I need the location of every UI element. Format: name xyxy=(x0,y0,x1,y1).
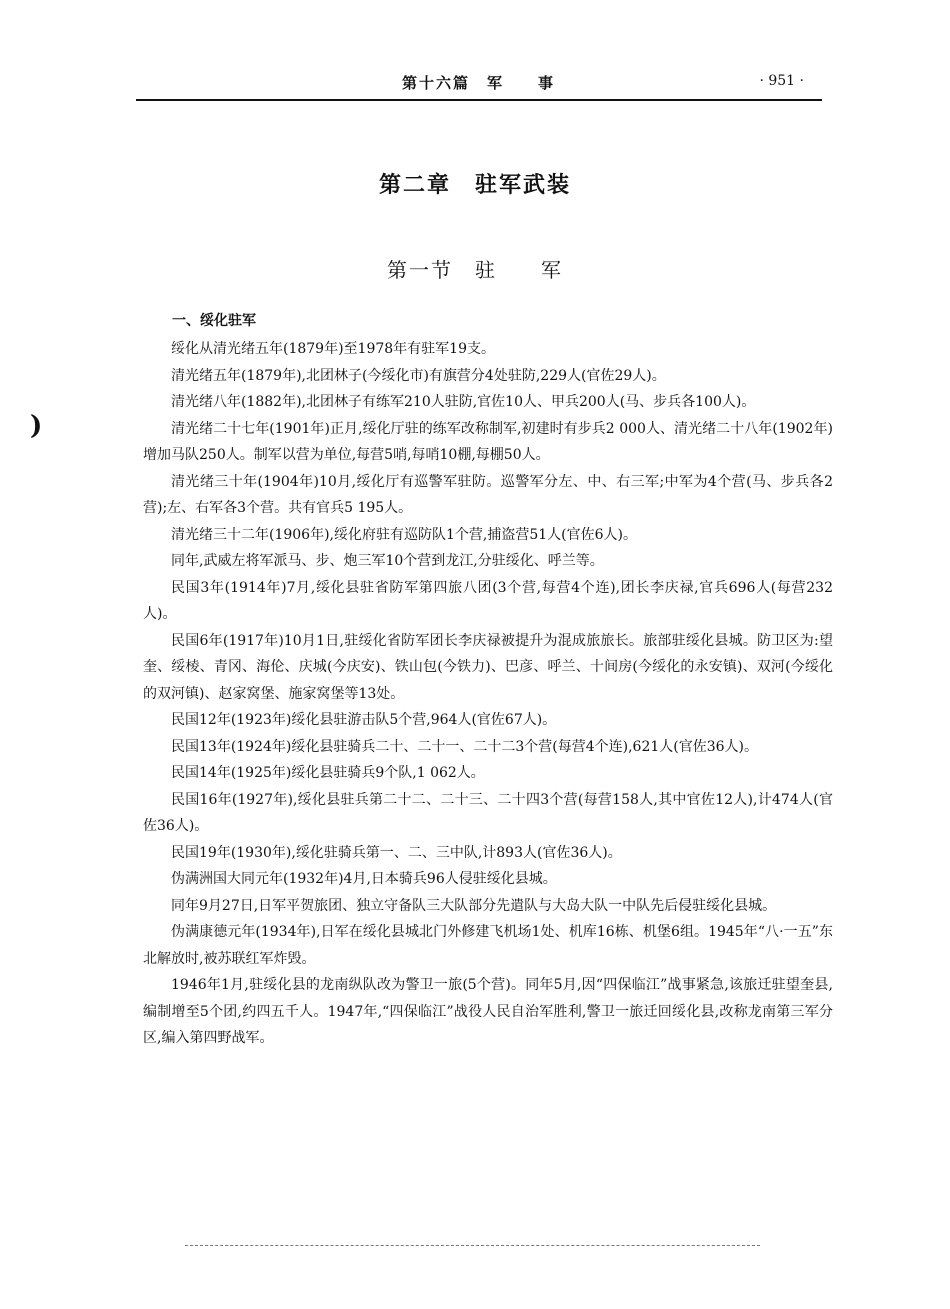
paragraph: 清光绪二十七年(1901年)正月,绥化厅驻的练军改称制军,初建时有步兵2 000人、清光绪二十八年(1902年)增加马队250人。制军以营为单位,每营5哨,每哨10棚,每棚50人。 xyxy=(143,420,833,463)
subsection-heading: 一、绥化驻军 xyxy=(172,313,256,329)
paragraph: 民国13年(1924年)绥化县驻骑兵二十、二十一、二十二3个营(每营4个连),621人(官佐36人)。 xyxy=(171,738,759,755)
paragraph: 民国16年(1927年),绥化县驻兵第二十二、二十三、二十四3个营(每营158人,其中官佐12人),计474人(官佐36人)。 xyxy=(143,791,833,834)
paragraph: 伪满洲国大同元年(1932年)4月,日本骑兵96人侵驻绥化县城。 xyxy=(171,871,557,887)
section-title: 第一节 驻 军 xyxy=(387,258,563,282)
margin-bracket-mark: ) xyxy=(30,411,43,441)
paragraph: 1946年1月,驻绥化县的龙南纵队改为警卫一旅(5个营)。同年5月,因“四保临江”战事紧急,该旅迁驻望奎县,编制增至5个团,约四五千人。1947年,“四保临江”战役人民自治军胜利,警卫一旅迁回绥化县,改称龙南第三军分区,编入第四野战军。 xyxy=(143,977,833,1046)
paragraph: 清光绪三十年(1904年)10月,绥化厅有巡警军驻防。巡警军分左、中、右三军;中军为4个营(马、步兵各2营);左、右军各3个营。共有官兵5 195人。 xyxy=(143,473,833,516)
chapter-title: 第二章 驻军武装 xyxy=(378,173,571,198)
paragraph: 同年9月27日,日军平贺旅团、独立守备队三大队部分先遣队与大岛大队一中队先后侵驻绥化县城。 xyxy=(171,897,777,914)
paragraph: 清光绪八年(1882年),北团林子有练军210人驻防,官佐10人、甲兵200人(马、步兵各100人)。 xyxy=(171,394,756,410)
body-text xyxy=(143,336,833,1052)
paragraph: 同年,武威左将军派马、步、炮三军10个营到龙江,分驻绥化、呼兰等。 xyxy=(171,553,604,569)
paragraph: 清光绪五年(1879年),北团林子(今绥化市)有旗营分4处驻防,229人(官佐29人)。 xyxy=(171,367,666,384)
paragraph: 清光绪三十二年(1906年),绥化府驻有巡防队1个营,捕盗营51人(官佐6人)。 xyxy=(171,526,638,543)
paragraph: 民国14年(1925年)绥化县驻骑兵9个队,1 062人。 xyxy=(171,765,485,781)
paragraph: 伪满康德元年(1934年),日军在绥化县城北门外修建飞机场1处、机库16栋、机堡6组。1945年“八·一五”东北解放时,被苏联红军炸毁。 xyxy=(143,924,833,967)
paragraph: 绥化从清光绪五年(1879年)至1978年有驻军19支。 xyxy=(171,341,495,357)
footer-rule xyxy=(185,1245,760,1246)
running-header-title: 第十六篇 军 事 xyxy=(402,74,556,92)
header-rule xyxy=(136,99,822,101)
paragraph: 民国3年(1914年)7月,绥化县驻省防军第四旅八团(3个营,每营4个连),团长李庆禄,官兵696人(每营232人)。 xyxy=(143,579,833,622)
paragraph: 民国19年(1930年),绥化驻骑兵第一、二、三中队,计893人(官佐36人)。 xyxy=(171,844,622,861)
page-header xyxy=(136,70,816,96)
page-number: · 951 · xyxy=(759,73,804,89)
paragraph: 民国6年(1917年)10月1日,驻绥化省防军团长李庆禄被提升为混成旅旅长。旅部驻绥化县城。防卫区为:望奎、绥棱、青冈、海伦、庆城(今庆安)、铁山包(今铁力)、巴彦、呼兰、十间房(今绥化的永安镇)、双河(今绥化的双河镇)、赵家窝堡、施家窝堡等13处。 xyxy=(143,632,833,702)
paragraph: 民国12年(1923年)绥化县驻游击队5个营,964人(官佐67人)。 xyxy=(171,712,557,728)
